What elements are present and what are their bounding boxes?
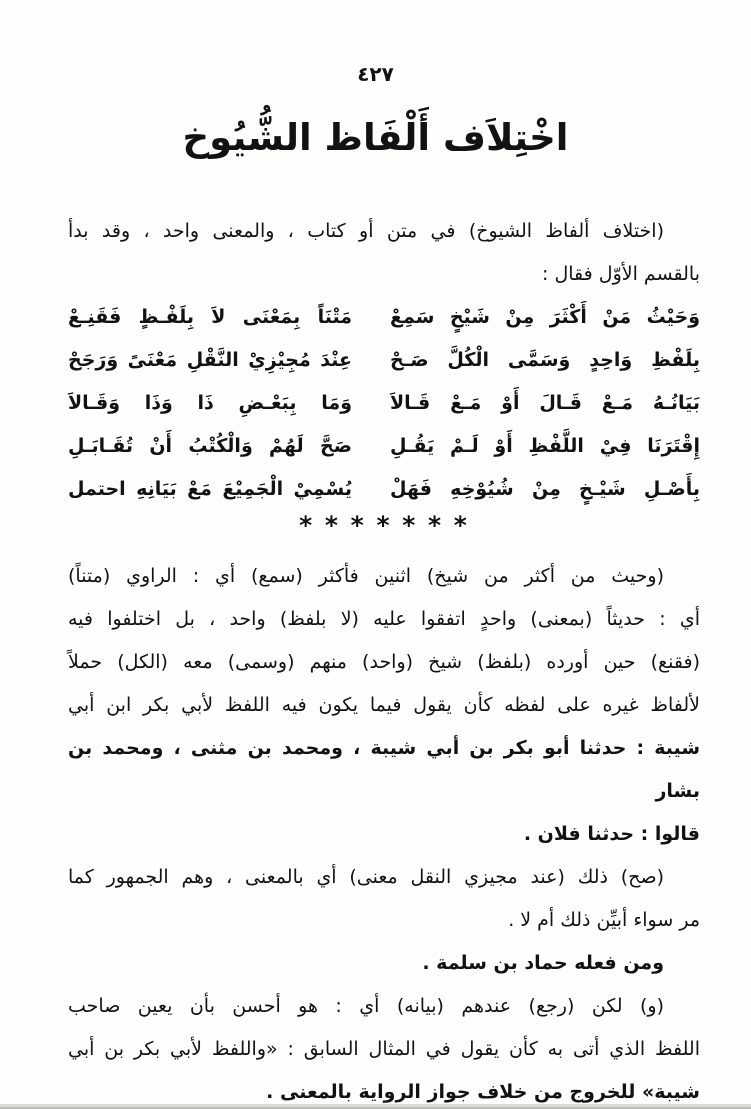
page-title: اخْتِلاَف أَلْفَاظ الشُّيُوخ — [182, 116, 569, 159]
hemistich-second: صَحَّ لَهُمْ وَالْكُتْبُ أَنْ تُقَـابَـلِ — [68, 435, 352, 457]
verse-row — [68, 339, 700, 382]
intro-paragraph — [68, 210, 700, 296]
page-content — [68, 210, 700, 1109]
hemistich-first: بَيَانُـهُ مَـعْ قَـالَ أَوْ مَـعْ قَـالاَ — [390, 392, 700, 414]
poem-block — [68, 296, 700, 511]
commentary-line: شيبة» للخروج من خلاف جواز الرواية بالمعنى . — [266, 1081, 700, 1103]
intro-line: (اختلاف ألفاظ الشيوخ) في متن أو كتاب ، والمعنى واحد ، وقد بدأ — [68, 220, 664, 242]
hemistich-first: وَحَيْثُ مَنْ أَكْثَرَ مِنْ شَيْخٍ سَمِعْ — [390, 306, 700, 328]
commentary-paragraph — [68, 985, 700, 1109]
page-number: ٤٢٧ — [357, 62, 394, 86]
commentary-line: لألفاظ غيره على لفظه كأن يقول فيما يكون فيه اللفظ لأبي بكر ابن أبي — [68, 694, 700, 716]
hemistich-second: يُسْمِيْ الْجَمِيْعَ مَعْ بَيَانِهِ احتمل — [68, 478, 352, 500]
intro-line: بالقسم الأوّل فقال : — [542, 263, 700, 285]
commentary-line: (وحيث من أكثر من شيخ) اثنين فأكثر (سمع) أي : الراوي (متناً) — [68, 565, 664, 587]
page-bottom-scan-edge — [0, 1104, 751, 1109]
commentary-line: (و) لكن (رجع) عندهم (بيانه) أي : هو أحسن بأن يعين صاحب — [68, 995, 664, 1017]
commentary-line: مر سواء أبيِّن ذلك أم لا . — [508, 909, 700, 931]
verse-row — [68, 425, 700, 468]
commentary-line: قالوا : حدثنا فلان . — [523, 823, 700, 845]
commentary-line: ومن فعله حماد بن سلمة . — [422, 952, 664, 974]
hemistich-first: إِقْتَرَنَا فِيْ اللَّفْظِ أَوْ لَـمْ يَقُـلِ — [390, 435, 700, 457]
hemistich-first: بِلَفْظِ وَاحِدٍ وَسَمَّى الْكُلَّ صَـحْ — [390, 349, 700, 371]
commentary-block — [68, 555, 700, 1109]
commentary-line: (فقنع) حين أورده (بلفظ) شيخ (واحد) منهم (وسمى) معه (الكل) حملاً — [68, 651, 700, 673]
commentary-line: شيبة : حدثنا أبو بكر بن أبي شيبة ، ومحمد بن مثنى ، ومحمد بن بشار — [68, 737, 700, 802]
verse-row — [68, 468, 700, 511]
hemistich-first: بِأَصْـلِ شَيْـخٍ مِنْ شُيُوْخِهِ فَهَلْ — [390, 478, 700, 500]
hemistich-second: عِنْدَ مُجِيْزِيْ النَّقْلِ مَعْنَىً وَرَجَحْ — [68, 349, 352, 371]
hemistich-second: مَتْنَاً بِمَعْنَى لاَ بِلَفْـظٍ فَقَنِـعْ — [68, 306, 352, 328]
commentary-paragraph — [68, 856, 700, 942]
verse-row — [68, 382, 700, 425]
commentary-line: (صح) ذلك (عند مجيزي النقل معنى) أي بالمعنى ، وهم الجمهور كما — [68, 866, 664, 888]
verse-row — [68, 296, 700, 339]
asterisk-separator: * * * * * * * — [299, 511, 469, 540]
hemistich-second: وَمَا بِبَعْـضِ ذَا وَذَا وَقَـالاَ — [68, 392, 352, 414]
commentary-line: أي : حديثاً (بمعنى) واحدٍ اتفقوا عليه (لا بلفظ) واحد ، بل اختلفوا فيه — [68, 608, 700, 630]
commentary-paragraph — [68, 555, 700, 856]
commentary-paragraph — [68, 942, 700, 985]
commentary-line: اللفظ الذي أتى به كأن يقول في المثال السابق : «واللفظ لأبي بكر بن أبي — [68, 1038, 700, 1060]
